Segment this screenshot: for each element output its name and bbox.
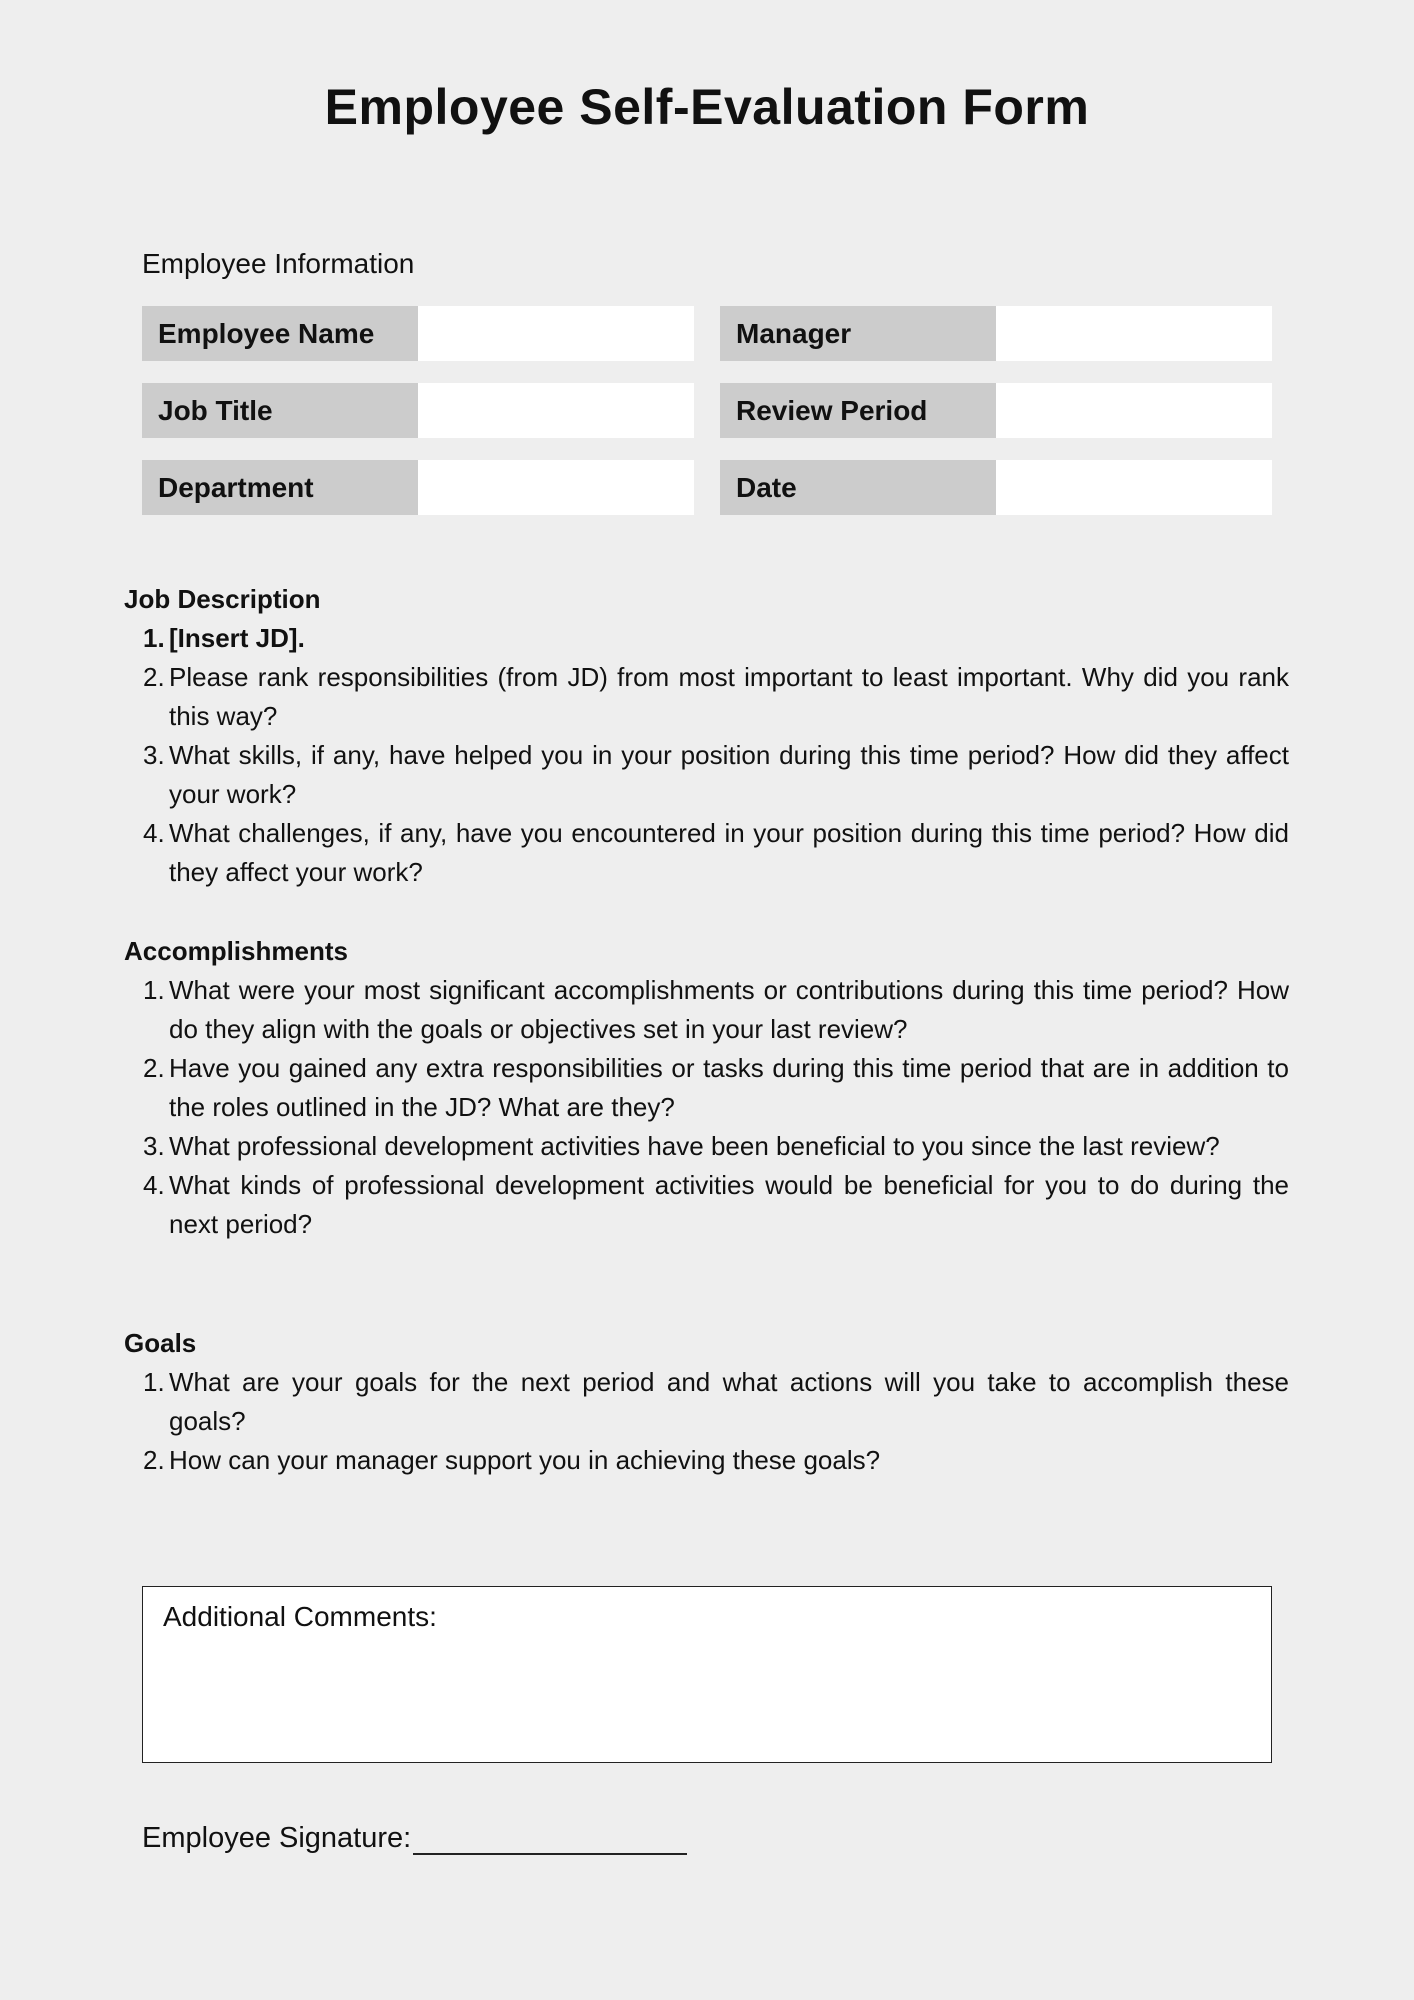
signature-label: Employee Signature: [142, 1822, 412, 1854]
department-input[interactable] [418, 460, 694, 515]
item-number: 2. [143, 1053, 165, 1083]
employee-name-label: Employee Name [142, 306, 418, 361]
goals-section [124, 1324, 1289, 1480]
list-item [124, 619, 1289, 658]
item-number: 1. [143, 623, 165, 653]
item-number: 3. [143, 1131, 165, 1161]
info-row [142, 383, 1272, 438]
item-text: Have you gained any extra responsibilities or tasks during this time period that are in addition to the roles outlined in the JD? What are they? [169, 1053, 1289, 1122]
job-description-section [124, 580, 1289, 892]
item-text: [Insert JD]. [169, 623, 305, 653]
job-description-heading: Job Description [124, 584, 321, 614]
job-title-input[interactable] [418, 383, 694, 438]
item-text: What professional development activities have been beneficial to you since the last review? [169, 1131, 1220, 1161]
employee-info-grid [142, 306, 1272, 537]
item-number: 1. [143, 975, 165, 1005]
item-text: What challenges, if any, have you encountered in your position during this time period? How did they affect your work? [169, 818, 1289, 887]
list-item [124, 736, 1289, 814]
review-period-input[interactable] [996, 383, 1272, 438]
additional-comments-label: Additional Comments: [163, 1601, 437, 1632]
employee-info-heading: Employee Information [142, 248, 415, 279]
signature-line[interactable] [413, 1823, 687, 1855]
list-item [124, 971, 1289, 1049]
item-number: 4. [143, 1170, 165, 1200]
additional-comments-input[interactable] [161, 1645, 1255, 1749]
manager-label: Manager [720, 306, 996, 361]
item-number: 2. [143, 662, 165, 692]
info-row [142, 460, 1272, 515]
list-item [124, 1166, 1289, 1244]
job-description-list [124, 619, 1289, 892]
employee-name-field [142, 306, 694, 361]
item-text: How can your manager support you in achieving these goals? [169, 1445, 881, 1475]
accomplishments-section [124, 932, 1289, 1244]
accomplishments-heading: Accomplishments [124, 936, 348, 966]
date-field [720, 460, 1272, 515]
job-title-field [142, 383, 694, 438]
item-number: 1. [143, 1367, 165, 1397]
manager-field [720, 306, 1272, 361]
info-row [142, 306, 1272, 361]
item-text: What are your goals for the next period and what actions will you take to accomplish these goals? [169, 1367, 1289, 1436]
date-input[interactable] [996, 460, 1272, 515]
department-field [142, 460, 694, 515]
item-text: What were your most significant accomplishments or contributions during this time period? How do they align with the goals or objectives set in your last review? [169, 975, 1289, 1044]
item-text: What skills, if any, have helped you in your position during this time period? How did they affect your work? [169, 740, 1289, 809]
job-title-label: Job Title [142, 383, 418, 438]
employee-name-input[interactable] [418, 306, 694, 361]
employee-signature [142, 1822, 687, 1855]
item-number: 3. [143, 740, 165, 770]
accomplishments-list [124, 971, 1289, 1244]
item-number: 2. [143, 1445, 165, 1475]
department-label: Department [142, 460, 418, 515]
manager-input[interactable] [996, 306, 1272, 361]
additional-comments-box [142, 1586, 1272, 1763]
item-text: What kinds of professional development activities would be beneficial for you to do during the next period? [169, 1170, 1289, 1239]
goals-list [124, 1363, 1289, 1480]
item-text: Please rank responsibilities (from JD) from most important to least important. Why did you rank this way? [169, 662, 1289, 731]
list-item [124, 658, 1289, 736]
date-label: Date [720, 460, 996, 515]
list-item [124, 814, 1289, 892]
form-title: Employee Self-Evaluation Form [324, 79, 1090, 135]
list-item [124, 1363, 1289, 1441]
review-period-label: Review Period [720, 383, 996, 438]
item-number: 4. [143, 818, 165, 848]
list-item [124, 1049, 1289, 1127]
list-item [124, 1127, 1289, 1166]
review-period-field [720, 383, 1272, 438]
list-item [124, 1441, 1289, 1480]
goals-heading: Goals [124, 1328, 197, 1358]
